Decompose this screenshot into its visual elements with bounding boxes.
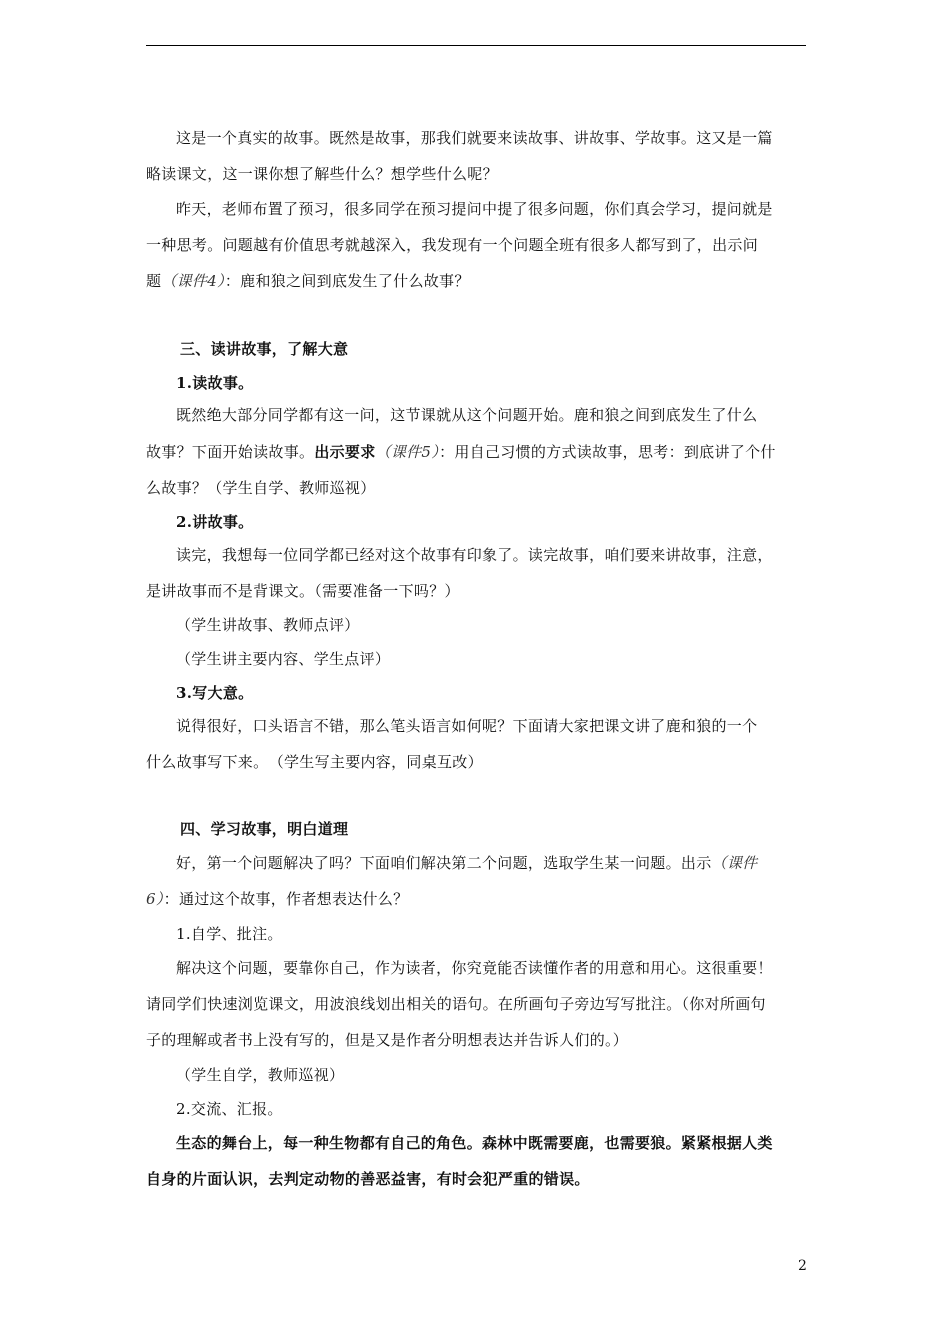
courseware-ref: （课件	[711, 854, 758, 872]
text-span: 题	[146, 272, 162, 290]
courseware-ref: （课件5）	[375, 443, 440, 461]
text-line: 一种思考。问题越有价值思考就越深入，我发现有一个问题全班有很多人都写到了，出示问	[146, 236, 759, 254]
bold-conclusion-line: 自身的片面认识，去判定动物的善恶益害，有时会犯严重的错误。	[146, 1170, 590, 1188]
text-line: 既然绝大部分同学都有这一问，这节课就从这个问题开始。鹿和狼之间到底发生了什么	[176, 406, 758, 424]
text-line	[146, 889, 408, 909]
bold-text: 出示要求	[314, 443, 376, 461]
header-rule	[146, 45, 806, 46]
page-number: 2	[798, 1258, 807, 1274]
text-line	[176, 853, 757, 873]
section-heading: 四、学习故事，明白道理	[180, 820, 349, 838]
subheading: 1.读故事。	[176, 374, 254, 392]
text-line	[146, 271, 470, 291]
text-line: 什么故事写下来。 （学生写主要内容，同桌互改）	[146, 753, 483, 771]
text-line: 是讲故事而不是背课文。（需要准备一下吗？）	[146, 582, 460, 600]
text-line: 请同学们快速浏览课文，用波浪线划出相关的语句。在所画句子旁边写写批注。（你对所画句	[146, 995, 766, 1013]
subheading: 3.写大意。	[176, 684, 254, 702]
text-span: ：通过这个故事，作者想表达什么？	[163, 890, 409, 908]
text-span: ：鹿和狼之间到底发生了什么故事？	[224, 272, 470, 290]
subheading: 2.讲故事。	[176, 513, 254, 531]
text-line: 解决这个问题，要靠你自己，作为读者，你究竟能否读懂作者的用意和用心。这很重要！	[176, 959, 773, 977]
text-line: 略读课文，这一课你想了解些什么？想学些什么呢？	[146, 165, 498, 183]
text-span: 故事？下面开始读故事。	[146, 443, 315, 461]
courseware-ref: 6）	[146, 890, 164, 908]
text-span: 好，第一个问题解决了吗？下面咱们解决第二个问题，选取学生某一问题。出示	[176, 854, 712, 872]
bold-conclusion-line: 生态的舞台上，每一种生物都有自己的角色。森林中既需要鹿，也需要狼。紧紧根据人类	[176, 1134, 773, 1152]
text-line: （学生自学，教师巡视）	[176, 1066, 345, 1084]
list-item: 2.交流、汇报。	[176, 1100, 283, 1118]
section-heading: 三、读讲故事，了解大意	[180, 340, 349, 358]
text-span: ：用自己习惯的方式读故事，思考：到底讲了个什	[439, 443, 776, 461]
list-item: 1.自学、批注。	[176, 925, 283, 943]
text-line: （学生讲主要内容、学生点评）	[176, 650, 391, 668]
text-line: 读完，我想每一位同学都已经对这个故事有印象了。读完故事，咱们要来讲故事，注意，	[176, 546, 773, 564]
text-line: 么故事？（学生自学、教师巡视）	[146, 479, 376, 497]
text-line: 昨天，老师布置了预习，很多同学在预习提问中提了很多问题，你们真会学习，提问就是	[176, 200, 773, 218]
courseware-ref: （课件4）	[161, 272, 225, 290]
text-line	[146, 442, 776, 462]
text-line: 说得很好，口头语言不错，那么笔头语言如何呢？下面请大家把课文讲了鹿和狼的一个	[176, 717, 758, 735]
text-line: 这是一个真实的故事。既然是故事，那我们就要来读故事、讲故事、学故事。这又是一篇	[176, 129, 773, 147]
text-line: （学生讲故事、教师点评）	[176, 616, 360, 634]
text-line: 子的理解或者书上没有写的，但是又是作者分明想表达并告诉人们的。）	[146, 1031, 629, 1049]
